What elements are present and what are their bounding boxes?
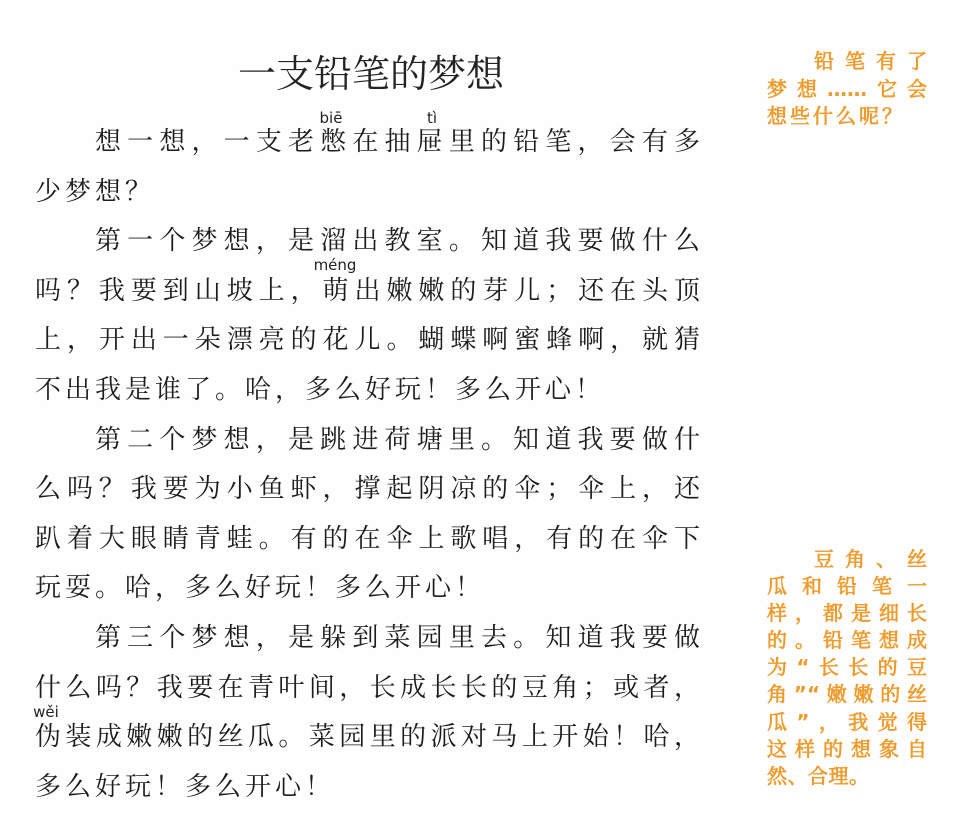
pinyin-meng: méng	[313, 256, 357, 274]
note-line: 角”“嫩嫩的丝	[767, 682, 927, 707]
text-line: 想一想，一支老憋在抽屉里的铅笔，会有多	[95, 127, 700, 157]
text-line: 少梦想？	[35, 176, 156, 207]
lesson-body	[35, 118, 700, 812]
text-line: 第一个梦想，是溜出教室。知道我要做什么	[95, 226, 700, 257]
text-line: 玩耍。哈，多么好玩！多么开心！	[35, 573, 486, 604]
side-note-2	[767, 546, 927, 790]
note-line: 然、合理。	[767, 763, 870, 788]
text-line: 上，开出一朵漂亮的花儿。蝴蝶啊蜜蜂啊，就猜	[35, 325, 700, 356]
pinyin-bie: biē	[319, 109, 343, 127]
lesson-title: 一支铅笔的梦想	[237, 52, 504, 96]
text-line: 多么好玩！多么开心！	[35, 771, 336, 802]
note-line: 这样的想象自	[767, 736, 927, 761]
side-note-1	[767, 48, 927, 131]
paragraph-2	[35, 217, 700, 415]
pinyin-ti: tì	[426, 109, 438, 127]
text-line: 第三个梦想，是躲到菜园里去。知道我要做	[95, 622, 700, 653]
text-line: 伪装成嫩嫩的丝瓜。菜园里的派对马上开始！哈，	[35, 722, 700, 753]
note-line: 瓜”，我觉得	[767, 709, 927, 734]
text-line: 第二个梦想，是跳进荷塘里。知道我要做什	[95, 424, 700, 455]
text-line: 趴着大眼睛青蛙。有的在伞上歌唱，有的在伞下	[35, 523, 700, 554]
pinyin-wei: wěi	[33, 703, 59, 721]
text-line: 么吗？我要为小鱼虾，撑起阴凉的伞；伞上，还	[35, 474, 700, 505]
note-line: 的。铅笔想成	[767, 628, 927, 653]
note-line: 样，都是细长	[767, 601, 927, 626]
text-line: 什么吗？我要在青叶间，长成长长的豆角；或者，	[35, 672, 700, 703]
paragraph-3	[35, 416, 700, 614]
note-line: 铅笔有了	[814, 49, 927, 73]
note-line: 梦想……它会	[767, 76, 927, 101]
note-line: 瓜和铅笔一	[767, 574, 927, 599]
text-line: 吗？我要到山坡上，萌出嫩嫩的芽儿；还在头顶	[35, 275, 700, 306]
text-line: 不出我是谁了。哈，多么好玩！多么开心！	[35, 374, 606, 405]
paragraph-4	[35, 614, 700, 812]
note-line: 为“长长的豆	[767, 655, 927, 680]
note-line: 豆角、丝	[814, 547, 927, 571]
paragraph-1	[35, 118, 700, 217]
note-line: 想些什么呢？	[767, 104, 905, 128]
